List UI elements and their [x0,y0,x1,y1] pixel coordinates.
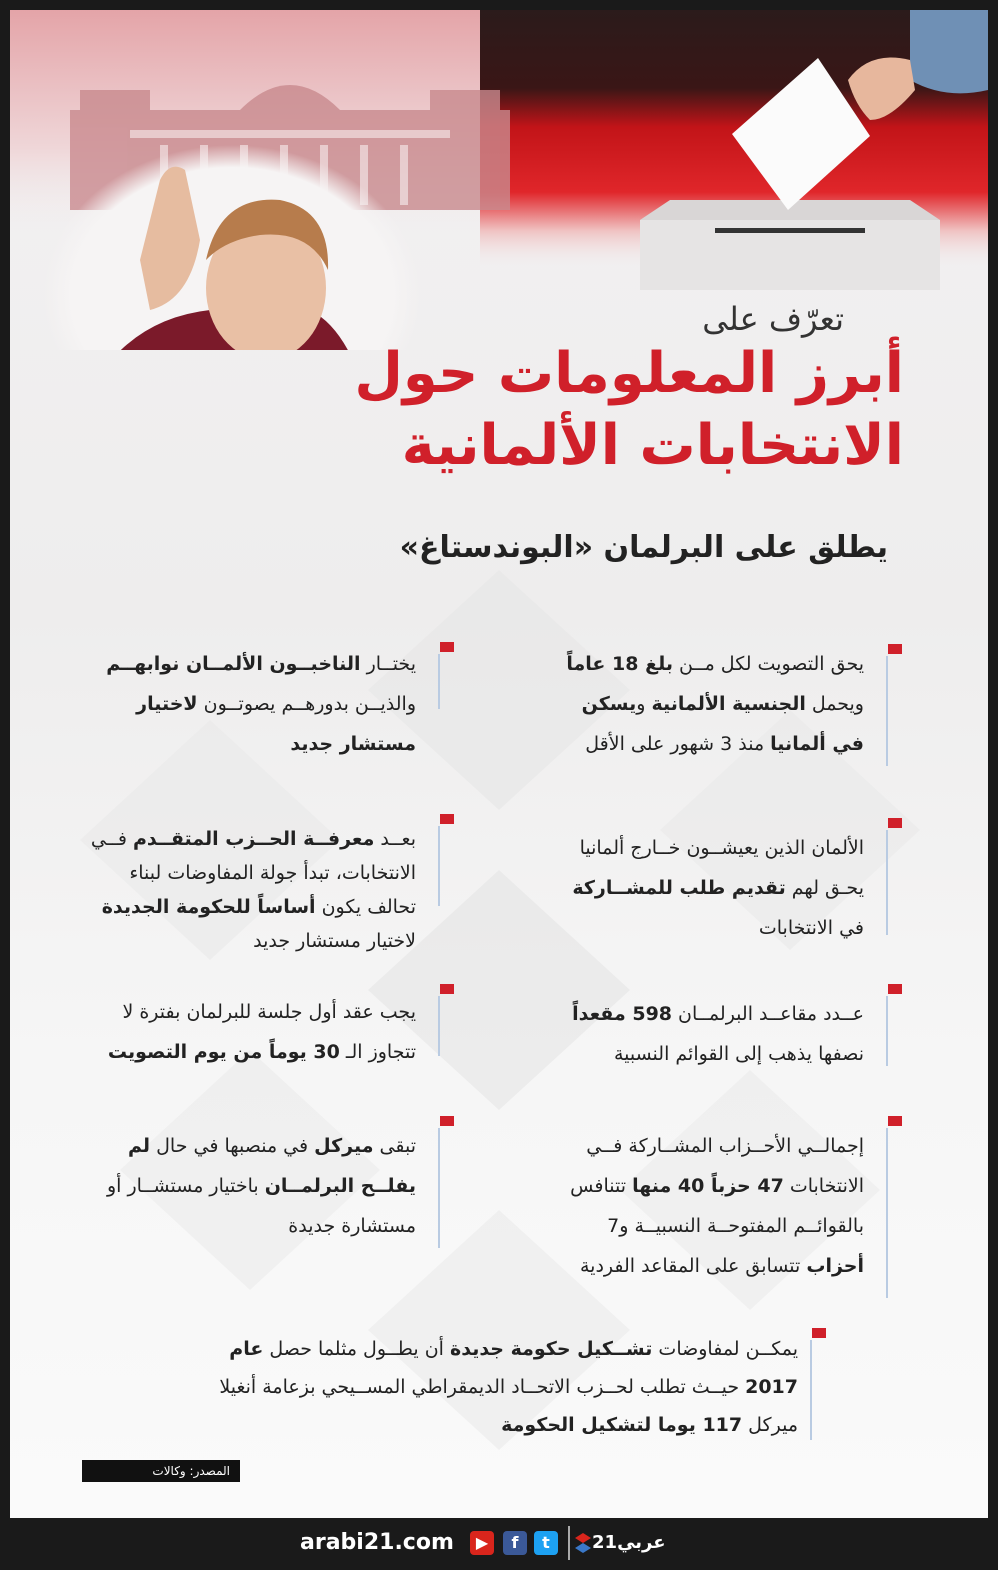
fact-line [438,654,440,709]
fact-emphasis: لاختيار [136,693,198,715]
fact-line-text [524,994,864,1034]
fact-line [438,996,440,1056]
arabi21-logo-icon [574,1532,592,1554]
fact-negotiations [138,1330,798,1444]
hero-banner [10,10,988,350]
fact-voting-eligibility [524,644,864,764]
fact-text: الألمان الذين يعيشــون خــارج ألمانيا [579,837,864,859]
fact-line-text [524,828,864,868]
fact-line [438,826,440,906]
fact-line-text [82,992,416,1032]
subtitle: يطلق على البرلمان «البوندستاغ» [399,530,888,565]
fact-marker [888,644,902,654]
fact-expats [524,828,864,948]
fact-marker [888,818,902,828]
fact-emphasis: يفلــح البرلمــان [264,1175,416,1197]
fact-emphasis: يسكن [581,693,637,715]
fact-parliament-seats [524,994,864,1074]
fact-line-text [82,856,416,890]
fact-line-text [524,1166,864,1206]
fact-merkel-remains [82,1126,416,1246]
fact-marker [440,642,454,652]
fact-text: فــي [90,828,133,850]
fact-text: بالقوائــم المفتوحــة النسبيــة و7 [607,1215,864,1237]
fact-line-text [524,868,864,908]
fact-emphasis: الجنسية الألمانية [651,693,806,715]
fact-line-text [82,1126,416,1166]
title-line-1: أبرز المعلومات حول [354,341,904,406]
fact-text: تتنافس [570,1175,633,1197]
fact-marker [812,1328,826,1338]
fact-line-text [82,724,416,764]
fact-text: والذيــن بدورهــم يصوتــون [197,693,416,715]
fact-emphasis: بلغ 18 عاماً [566,653,673,675]
fact-line [886,996,888,1066]
fact-text: يجب عقد أول جلسة للبرلمان بفترة لا [122,1001,416,1023]
fact-emphasis: تقديم طلب للمشــاركة [572,877,786,899]
fact-text: نصفها يذهب إلى القوائم النسبية [613,1043,864,1065]
fact-marker [440,984,454,994]
fact-line-text [524,1034,864,1074]
fact-text: و [636,693,652,715]
brand-name: عربي21 [592,1532,666,1553]
fact-emphasis: الناخبــون الألمــان نوابهــم [106,653,361,675]
fact-text: الانتخابات [783,1175,864,1197]
fact-emphasis: 598 مقعداً [572,1003,673,1025]
fact-coalition [82,822,416,958]
fact-chancellor-election [82,644,416,764]
fact-emphasis: تشــكيل حكومة جديدة [450,1338,653,1360]
fact-line-text [138,1368,798,1406]
fact-text: باختيار مستشــار أو [106,1175,265,1197]
fact-line-text [82,644,416,684]
fact-line-text [524,1126,864,1166]
site-domain-link[interactable]: arabi21.com [300,1530,454,1555]
fact-line-text [82,890,416,924]
fact-emphasis: في ألمانيا [770,733,864,755]
fact-line [886,1128,888,1298]
fact-text: تتجاوز الـ [339,1041,416,1063]
fact-line [886,656,888,766]
fact-line [438,1128,440,1248]
fact-line [810,1340,812,1440]
fact-parties [524,1126,864,1286]
fact-line-text [82,1032,416,1072]
fact-emphasis: ميركل [314,1135,374,1157]
fact-marker [888,1116,902,1126]
fact-emphasis: معرفــة الحــزب المتقــدم [132,828,375,850]
fact-text: تبقى [373,1135,416,1157]
fact-emphasis: 117 يوما لتشكيل الحكومة [501,1414,743,1436]
fact-emphasis: 30 يوماً من يوم التصويت [107,1041,340,1063]
fact-line-text [82,1166,416,1206]
fact-line-text [524,908,864,948]
fact-marker [888,984,902,994]
fact-marker [440,814,454,824]
fact-text: تحالف يكون [315,896,416,918]
fact-text: حيــث تطلب لحــزب الاتحــاد الديمقراطي المســيحي بزعامة أنغيلا [219,1376,746,1398]
fact-line-text [524,1206,864,1246]
twitter-icon[interactable]: t [534,1531,558,1555]
ballot-box [640,200,940,290]
fact-text: إجمالــي الأحــزاب المشــاركة فــي [586,1135,864,1157]
footer-bar [0,1518,998,1570]
youtube-icon[interactable]: ▶ [470,1531,494,1555]
fact-line-text [524,644,864,684]
fact-emphasis: 47 حزباً 40 منها [632,1175,784,1197]
fact-line-text [82,924,416,958]
fact-line-text [524,684,864,724]
fact-text: في منصبها في حال [150,1135,315,1157]
facebook-icon[interactable]: f [503,1531,527,1555]
fact-line-text [82,684,416,724]
fact-text: لاختيار مستشار جديد [253,930,416,952]
page-title [204,338,904,482]
fact-text: تتسابق على المقاعد الفردية [579,1255,807,1277]
source-label: المصدر: وكالات [82,1460,240,1482]
fact-line-text [138,1330,798,1368]
fact-emphasis: عام [229,1338,264,1360]
fact-first-session [82,992,416,1072]
title-line-2: الانتخابات الألمانية [401,413,904,478]
fact-line-text [82,1206,416,1246]
fact-text: مستشارة جديدة [288,1215,416,1237]
fact-text: يختــار [360,653,416,675]
fact-text: أن يطــول مثلما حصل [263,1338,450,1360]
fact-line-text [82,822,416,856]
fact-emphasis: مستشار جديد [290,733,416,755]
fact-emphasis: 2017 [745,1376,798,1398]
fact-text: بعــد [374,828,416,850]
fact-emphasis: أحزاب [806,1255,864,1277]
fact-marker [440,1116,454,1126]
fact-text: يحـق لهم [785,877,864,899]
fact-emphasis: أساساً للحكومة الجديدة [101,896,316,918]
fact-line [886,830,888,935]
fact-text: ويحمل [805,693,864,715]
fact-line-text [524,724,864,764]
fact-text: يمكــن لمفاوضات [652,1338,798,1360]
footer-divider [568,1526,570,1560]
fact-text: الانتخابات، تبدأ جولة المفاوضات لبناء [129,862,416,884]
intro-text: تعرّف على [702,300,844,338]
fact-line-text [524,1246,864,1286]
fact-text: منذ 3 شهور على الأقل [585,733,771,755]
fact-text: يحق التصويت لكل مــن [672,653,864,675]
fact-text: في الانتخابات [758,917,864,939]
fact-text: ميركل [742,1414,798,1436]
fact-line-text [138,1406,798,1444]
fact-emphasis: لم [128,1135,151,1157]
fact-text: عــدد مقاعــد البرلمــان [672,1003,864,1025]
infographic [10,10,988,1518]
